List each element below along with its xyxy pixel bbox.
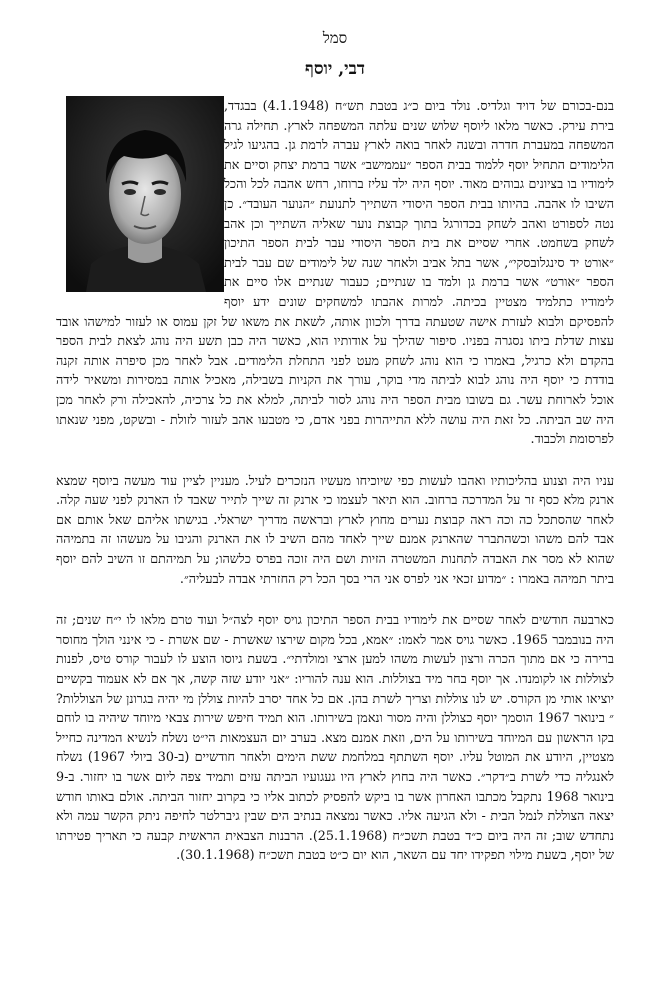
bio-paragraph-1: בנם-בכורם של דויד וגלדיס. נולד ביום כ״ג בטבת תש״ח (4.1.1948) בבגדד, בירת עירק. כאשר מלאו ליוסף שלוש שנים עלתה המשפחה לארץ. תחילה גרה המשפחה במעברת חדרה ובשנה לאחר בואה לארץ עברה לרמת גן. בהגיעו לגיל הלימודים התחיל יוסף ללמוד בבית הספר ״עממישב״ אשר ברמת יצחק וסיים את לימודיו בו בציונים גבוהים מאוד. יוסף היה ילד עליז ברוחו, רחש אהבה לכל והכל השיבו לו אהבה. בהיותו בבית הספר היסודי השתייך לתנועת ״הנוער העובד״. כן נטה לספורט ואהב לשחק בכדורגל בתוך קבוצת נוער שאליה השתייך וכן אהב לשחק בשחמט. אחרי שסיים את בית הספר היסודי עבר לבית הספר התיכון ״אורט יד סינגלובסקי״, אשר בתל אביב ולאחר שנה של לימודים שם עבר לבית הספר ״אורט״ אשר ברמת גן ולמד בו שנתיים; כעבור שנתיים אלו סיים את לימודיו כתלמיד מצטיין בכיתה. למרות אהבתו למשחקים שונים ידע יוסף להפסיקם ולבוא לעזרת אישה שטעתה בדרך ולכוון אותה, לשאת את משאו של זקן עמוס או לעזור למישהו אובד עצות שדלת ביתו נסגרה בפניו. סיפור שהילך על אודותיו הוא, כאשר היה כבן תשע היה נוהג לצאת לבית הספר בהקדם ולא כרגיל, באמרו כי הוא נוהג לשחק מעט לפני התחלת הלימודים. אבל לאחר מכן סיפרה אותה זקנה בודדת כי יוסף היה נוהג לבוא לביתה מדי בוקר, עורך את הקניות בשבילה, מאכיל אותה במסירות ומשאיר לידה אוכל לארוחת עשר. גם בשובו מבית הספר היה נוהג לסור לביתה, למלא את כל צרכיה, להאכילה ורק לאחר מכן היה שב הביתה. כל זאת היה עושה ללא התייהרות בפני אדם, כי מטבעו אהב לעזור לזולת - ובשקט, מפני שנאתו לפרסומת ולכבוד. xyxy=(56,98,614,447)
bio-paragraph-2: עניו היה וצנוע בהליכותיו ואהבו לעשות כפי שיוכיחו מעשיו הנזכרים לעיל. מעניין לציין עוד מעשה ביוסף שמצא ארנק מלא כסף זר על המדרכה ברחוב. הוא תיאר לעצמו כי ארנק זה שייך לתייר שאבד לו הארנק לפני שעה קלה. לאחר שהסתכל כה וכה ראה קבוצת נערים מחוץ לארץ ובראשה מדריך ישראלי. בגישתו אליהם שאל אותם אם אבד להם משהו וכשהתברר שהארנק אמנם שייך לאחד מהם השיב לו את הארנק והגיבו על מעשהו זה בתמיהה שהוא לא מסר את האבדה לתחנות המשטרה הזיות ושם היה זוכה בפרס כלשהו; על תמיהתם זו השיב להם יוסף ביתר תמיהה באמרו : ״מדוע זכאי אני לפרס אני הרי בסך הכל רק החזרתי אבדה לבעליה״. xyxy=(56,472,614,586)
portrait-photo-icon xyxy=(66,96,224,292)
bio-paragraph-3: כארבעה חודשים לאחר שסיים את לימודיו בבית הספר התיכון גויס יוסף לצה״ל ועוד טרם מלאו לו י״ח שנים; זה היה בנובמבר 1965. כאשר גויס אמר לאמו: ״אמא, בכל מקום שירצו שאשרת - שם אשרת - כי אינני הולך מחוסר ברירה כי אם מתוך הכרה ורצון לעשות משהו למען ארצי ומולדתי״. בשעת גיוסו הוצע לו לעבור קורס טיס, לפנות לצוללות או לקומנדו. אך יוסף בחר מיד בצוללות. הוא ענה להוריו: ״אני יודע שזה קשה, אך אם לא אעמוד בקשיים יוציאו אותי מן הקורס. יש לנו צוללות וצריך לשרת בהן. אם כל אחד יסרב להיות צוללן מי יהיה בגרונן של הצוללות?״ בינואר 1967 הוסמך יוסף כצוללן והיה מסור ונאמן בשירותו. הוא תמיד חיפש שירות צבאי מיוחד שיהיה בו לוחם בקו הראשון עם המיוחד בשירותו על הים, וזאת אמנם מצא. בערב יום העצמאות הי״ט נשלח לנשיא המדינה כחייל מצטיין, היודע את המוטל עליו. יוסף השתתף במלחמת ששת הימים ולאחר חודשיים (ב-30 ביולי 1967) נשלח לאנגליה כדי לשרת ב״דקר״. כאשר היה בחוץ לארץ היו געגועיו הביתה עזים ותמיד צפה ליום אשר בו יחזור. ב-9 בינואר 1968 נתקבל מכתבו האחרון אשר בו ביקש להפסיק לכתוב אליו כי בקרוב יחזור הביתה. אולם באותו חודש יצאה הצוללת לנמל הבית - ולא הגיעה אליו. כאשר נמצאה בנתיב הים שבין גיברלטר לחיפה ניתק הקשר עמה ולא נתחדש שוב; זה היה ביום כ״ד בטבת תשכ״ח (25.1.1968). הרבנות הצבאית הראשית קבעה כי תאריך פטירתו של יוסף, בשעת מילוי תפקידו יחד עם השאר, הוא יום כ״ט בטבת תשכ״ח (30.1.1968). xyxy=(56,612,615,863)
rank-label: סמל xyxy=(322,29,348,47)
paragraph-gap xyxy=(56,588,614,610)
person-name: דבי, יוסף xyxy=(305,59,365,79)
portrait-photo xyxy=(66,96,224,292)
paragraph-gap xyxy=(56,449,614,471)
